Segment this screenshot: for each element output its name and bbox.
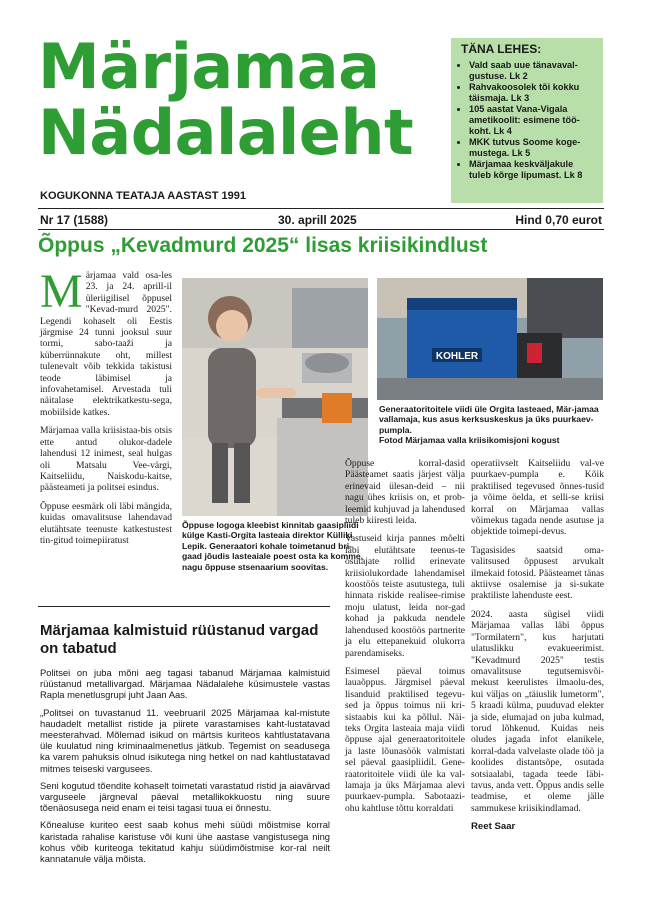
story2-paragraph: „Politsei on tuvastanud 11. veebruaril 2025 Märjamaa kal-mistute haudadelt metallist ristide ja piirete varastamises kaht-lustatavad meesterahvad. Mõlemad isikud on märtsis kuriteos kahtlustatavana üle kuulatud ning kriminaalmenetlus jätkub. Tegemist on seadusega ka varem pahuksis olnud isikutega ning hetkel on nad kahtlustatavad mitmes teiseski vargusees. <box>40 706 330 774</box>
photo2-caption <box>379 404 603 446</box>
divider <box>38 208 604 209</box>
photo-credit: Fotod Märjamaa valla kriisikomisjoni kogust <box>379 435 560 446</box>
article-paragraph: operatiivselt Kaitseliidu val-ve puurkaev-pumpla e. Kõik praktilised tegevused õnnes-tusid ja võime öelda, et selli-se kriisi korral on Märjamaa vallas võimekus tagada nende asutuse ja objektide toimepi-devus. <box>471 458 604 538</box>
article-paragraph: Tagasisides saatsid oma-valitsused õppusest arvukalt ilmekaid fotosid. Päästeamet tänas aktiivse osalemise ja si-sukate praktiliste lahenduste eest. <box>471 544 604 602</box>
photo1-caption: Õppuse logoga kleebist kinnitab gaasipliidi külge Kasti-Orgita lasteaia direktor Külliki Lepik. Generaatori kohale toimetanud bri-gaad jõudis lasteaiale poest osta ka komme, nagu õppuse stsenaarium soovitas. <box>182 520 364 572</box>
contents-item[interactable]: • 105 aastat Vana-Vigala ametikoolit: esimene töö-koht. Lk 4 <box>469 104 597 136</box>
article-paragraph: Õppuse eesmärk oli läbi mängida, kuidas omavalitsuse lahendavad elutähtsate teenuste katkestustest tin-gitud toimepiiratust <box>40 500 172 546</box>
author-signature: Reet Saar <box>471 821 516 833</box>
masthead-line-2: Nädalaleht <box>38 96 414 169</box>
story2-paragraph: Seni kogutud tõendite kohaselt toimetati varastatud ristid ja aiavärvad varguseele järgneval päeval metallikokkuostu ning suure tõenäosusega neid enam ei teisi tagasi tuua ei õnnestu. <box>40 779 330 814</box>
article-paragraph: 2024. aasta sügisel viidi Märjamaa vallas läbi õppus "Tormilatern", kus harjutati ulatuslikku evakueerimist. "Kevadmurd 2025" testis omavalitsuse tegutsemisvõi-mekust keerulistes ilmaolu-des, kui väljas on „täiuslik lumetorm", 5 kraadi külma, puuduvad elekter ja side, elumajad on juba kulmad, torud lõhkenud. Kuidas neis oludes jagada infot elanikele, korral-dada valvelaste olade töö ja koolides distantsõpe, osutada sotsiaalabi, tagada teede läbi-tavus, anda vett. Õppus andis selle teadmise, et oleme jälle sammukese kriisikindlamad. <box>471 608 604 814</box>
article-paragraph: Esimesel päeval toimus lauaõppus. Järgmisel päeval lisanduid praktilised tegevu-sed ja õppus toimus nii kri-sistaabis kui ka põllul. Näi-teks Orgita lasteaia maja viidi õppuse ajal generaatoritoitele ja laste lõunasöök valmistati sel päeval gaasipliidil. Gene-raatoritoitele viidi üle ka val-lamaja ja üks Märjamaa alevi puurkaev-pumpla. Sabotaazi-ohu kahtluse tõttu korraldati <box>345 665 465 814</box>
article-paragraph: ärjamaa vald osa-les 23. ja 24. aprill-il üleriigilisel õppusel "Kevad-murd 2025". Legendi kohaselt oli Eestis järgmise 24 tunni jooksul suur tormi, sabo-taaži ja küberrünnakute oht, millest tulenevalt võib tekkida takistusi teode läbimisel ja infovahetamisel. Arvestada tuli näitalase elektrikatkestu-sega, mobiilside katkes. <box>40 270 172 418</box>
photo-teacher-stove-image <box>182 278 368 516</box>
issue-date: 30. aprill 2025 <box>278 213 357 227</box>
story2-paragraph: Politsei on juba mõni aeg tagasi tabanud Märjamaa kalmistuid rüüstanud metallivargad. Märjamaa Nädalalehe küsimustele vastas Rapla menetlusgrupi juht Jaan Aas. <box>40 667 330 701</box>
story2-paragraph: Kõnealuse kuriteo eest saab kohus mehi süüdi mõistmise korral karistada rahalise karistuse või kuni ühe aastase vangistusega ning kohus võib kuriteoga tekitatud kahju süüdimõistmise kor-ral neilt kannatanule välja mõista. <box>40 819 330 865</box>
contents-list <box>457 60 597 181</box>
article-paragraph: Õppuse korral-dasid Päästeamet saatis järjest välja erinevaid ülesan-deid – nii nagu ühes kriisis on, et prob-leemid kuhjuvad ja lahendused tuleb kiiresti leida. <box>345 458 465 527</box>
issue-price: Hind 0,70 eurot <box>515 213 602 227</box>
contents-box <box>451 38 603 203</box>
divider <box>38 229 604 230</box>
story2-headline[interactable]: Märjamaa kalmistuid rüüstanud vargad on tabatud <box>40 622 319 657</box>
contents-item[interactable]: • Märjamaa keskväljakule tuleb kõrge lipumast. Lk 8 <box>469 159 597 180</box>
article-paragraph: Vastuseid kirja pannes mõelti läbi elutähtsate teenus-te osutajate rollid erinevate kriisiolukordade lahendamisel koostöös teiste asutustega, tuli hinnata riskide realisee-rimise moju ulatust, leida nor-gad kohad ja pakkuda nendele lahendused koostöös partnerite ja elu ettepanekuid olukorra parendamiseks. <box>345 533 465 659</box>
masthead <box>38 30 414 169</box>
generator-brand: KOHLER <box>435 351 479 362</box>
tagline: KOGUKONNA TEATAJA AASTAST 1991 <box>40 190 246 202</box>
photo-generator-image <box>377 278 603 400</box>
photo2-caption-text: Generaatoritoitele viidi üle Orgita lasteaed, Mär-jamaa vallamaja, kus asus kerksuskeskus ja üks puurkaev-pumpla. <box>379 404 599 435</box>
article-column-3 <box>345 458 465 821</box>
contents-item[interactable]: • MKK tutvus Soome koge-mustega. Lk 5 <box>469 137 597 158</box>
contents-item[interactable]: • Vald saab uue tänavaval-gustuse. Lk 2 <box>469 60 597 81</box>
divider <box>38 606 330 607</box>
article-column-4 <box>471 458 604 833</box>
contents-title: TÄNA LEHES: <box>461 42 542 56</box>
issue-number: Nr 17 (1588) <box>40 213 109 227</box>
story2-body <box>40 667 330 870</box>
drop-cap: M <box>40 265 83 318</box>
photo-generator[interactable] <box>377 278 603 400</box>
photo-teacher-stove[interactable] <box>182 278 368 516</box>
article-column-1 <box>40 265 172 553</box>
article-paragraph: Märjamaa valla kriisistaa-bis otsis ette antud olukor-dadele lahendusi 12 inimest, seal hulgas oli Matsalu Vee-värgi, Kaitseliidu, Naiskodu-kaitse, päästeameti ja politsei esindus. <box>40 425 172 494</box>
contents-item[interactable]: • Rahvakoosolek tõi kokku täismaja. Lk 3 <box>469 82 597 103</box>
main-headline[interactable]: Õppus „Kevadmurd 2025“ lisas kriisikindlust <box>38 234 488 257</box>
masthead-line-1: Märjamaa <box>38 30 380 103</box>
